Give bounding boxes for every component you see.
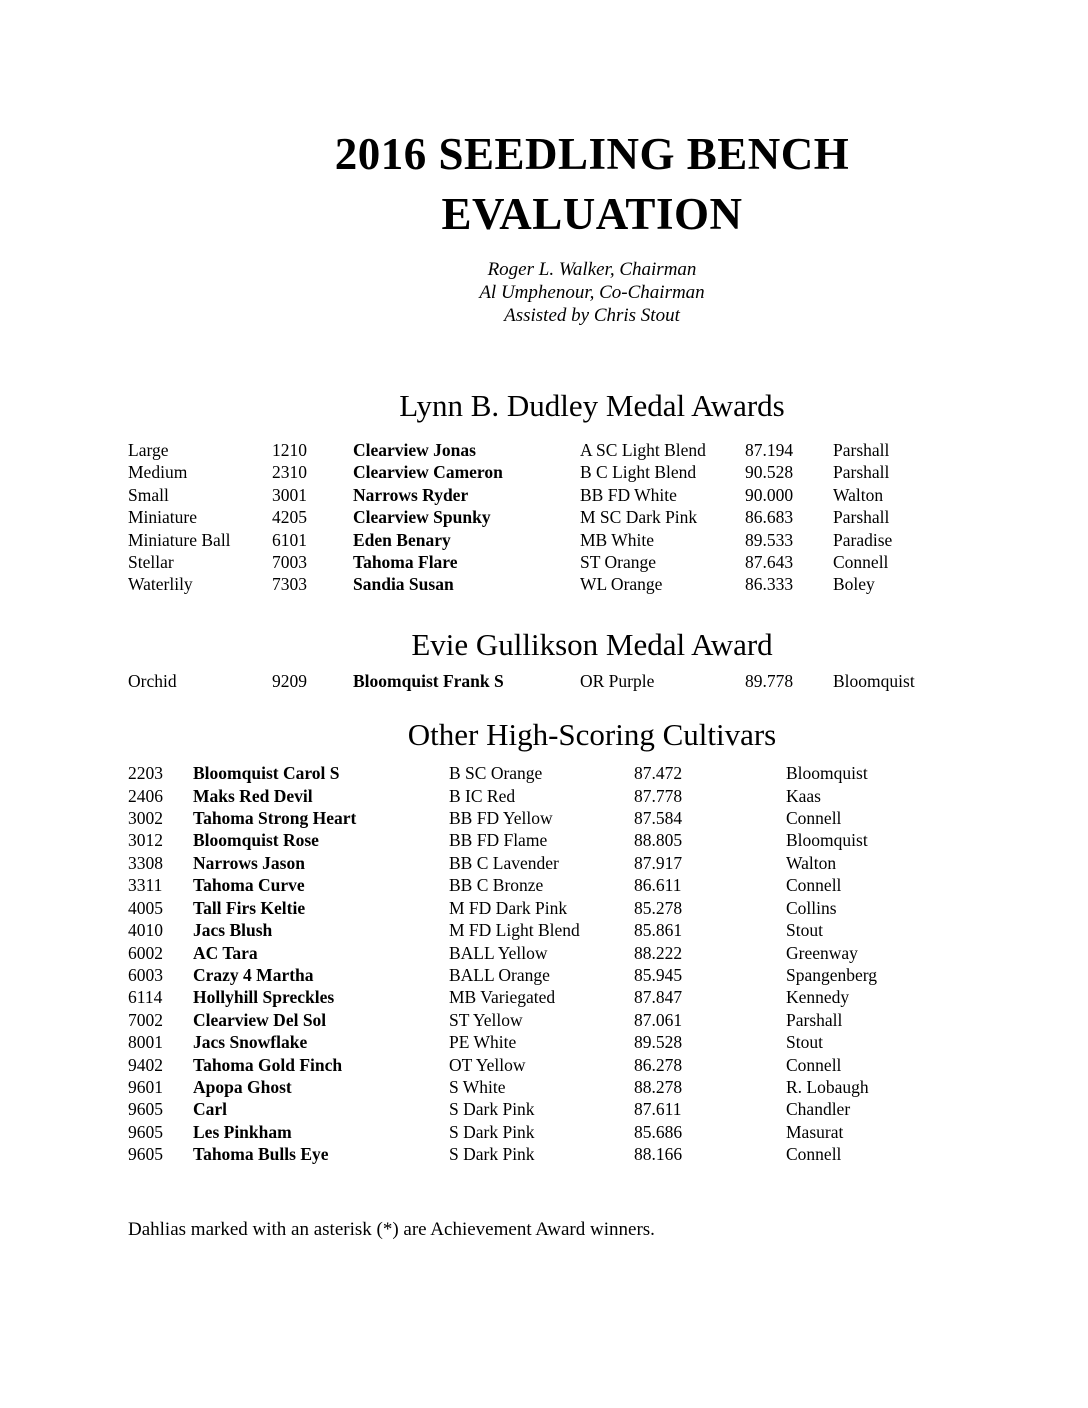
table-cell: ST Orange: [580, 552, 656, 573]
table-cell: BB C Bronze: [449, 875, 544, 896]
table-cell: Collins: [786, 897, 837, 918]
table-cell: 89.533: [745, 529, 794, 550]
table-cell: 3012: [128, 830, 163, 851]
table-cell: Clearview Cameron: [353, 462, 503, 483]
table-cell: 85.945: [634, 964, 683, 985]
credit-line-chairman: Roger L. Walker, Chairman: [487, 259, 697, 280]
table-row: [128, 1076, 1056, 1098]
table-cell: ST Yellow: [449, 1009, 523, 1030]
table-cell: Carl: [193, 1099, 228, 1120]
table-cell: 86.333: [745, 574, 794, 595]
table-row: [128, 551, 1056, 573]
table-cell: 4010: [128, 920, 163, 941]
asterisk-note: Dahlias marked with an asterisk (*) are Achievement Award winners.: [128, 1218, 655, 1240]
table-row: [128, 461, 1056, 483]
table-cell: BALL Yellow: [449, 942, 548, 963]
table-cell: Masurat: [786, 1121, 844, 1142]
table-cell: Narrows Jason: [193, 852, 305, 873]
table-row: [128, 1031, 1056, 1053]
table-cell: 88.166: [634, 1144, 683, 1165]
table-cell: Crazy 4 Martha: [193, 964, 314, 985]
credit-line-assistant: Assisted by Chris Stout: [504, 305, 680, 326]
table-cell: 88.222: [634, 942, 683, 963]
table-cell: BB C Lavender: [449, 852, 559, 873]
table-cell: 87.061: [634, 1009, 683, 1030]
table-cell: M FD Light Blend: [449, 920, 580, 941]
table-row: [128, 1143, 1056, 1165]
table-cell: Walton: [833, 484, 884, 505]
section-heading-other-cultivars: Other High-Scoring Cultivars: [407, 717, 777, 753]
table-cell: Narrows Ryder: [353, 484, 469, 505]
table-cell: 87.472: [634, 763, 683, 784]
table-cell: 87.847: [634, 987, 683, 1008]
table-cell: S Dark Pink: [449, 1144, 535, 1165]
table-cell: S White: [449, 1076, 506, 1097]
table-cell: Kennedy: [786, 987, 850, 1008]
table-cell: Connell: [786, 1054, 842, 1075]
table-cell: Clearview Del Sol: [193, 1009, 327, 1030]
table-cell: Parshall: [786, 1009, 843, 1030]
table-cell: 85.861: [634, 920, 683, 941]
table-cell: 9605: [128, 1099, 163, 1120]
table-cell: 2203: [128, 763, 163, 784]
table-cell: 7003: [272, 552, 307, 573]
table-cell: 3308: [128, 852, 163, 873]
table-cell: WL Orange: [580, 574, 663, 595]
table-cell: Chandler: [786, 1099, 851, 1120]
table-cell: Spangenberg: [786, 964, 878, 985]
table-cell: 87.584: [634, 808, 683, 829]
table-cell: 87.778: [634, 785, 683, 806]
table-row: [128, 762, 1056, 784]
chairman-credits: [128, 258, 1056, 327]
table-row: [128, 484, 1056, 506]
table-cell: Stout: [786, 920, 823, 941]
table-cell: Parshall: [833, 462, 890, 483]
table-cell: 7303: [272, 574, 307, 595]
table-row: [128, 874, 1056, 896]
table-row: [128, 1121, 1056, 1143]
table-row: [128, 1009, 1056, 1031]
table-cell: 9209: [272, 670, 307, 691]
table-cell: Les Pinkham: [193, 1121, 292, 1142]
table-row: [128, 919, 1056, 941]
table-row: [128, 807, 1056, 829]
table-cell: 6114: [128, 987, 163, 1008]
table-cell: Parshall: [833, 507, 890, 528]
table-cell: Large: [128, 440, 169, 460]
table-cell: Jacs Blush: [193, 920, 273, 941]
table-cell: M FD Dark Pink: [449, 897, 568, 918]
table-cell: Medium: [128, 462, 188, 483]
table-cell: A SC Light Blend: [580, 440, 706, 460]
table-cell: 3002: [128, 808, 163, 829]
table-cell: MB White: [580, 529, 655, 550]
table-cell: 6003: [128, 964, 163, 985]
table-cell: 89.528: [634, 1032, 683, 1053]
gullikson-award-table: [128, 670, 1056, 692]
table-cell: BB FD Yellow: [449, 808, 553, 829]
table-row: [128, 829, 1056, 851]
table-cell: B IC Red: [449, 785, 516, 806]
table-cell: B C Light Blend: [580, 462, 697, 483]
table-cell: Tahoma Curve: [193, 875, 305, 896]
table-cell: 86.683: [745, 507, 794, 528]
table-cell: Small: [128, 484, 169, 505]
table-cell: 85.686: [634, 1121, 683, 1142]
table-row: [128, 506, 1056, 528]
table-cell: 9605: [128, 1121, 163, 1142]
table-cell: 2310: [272, 462, 307, 483]
table-cell: R. Lobaugh: [786, 1076, 869, 1097]
table-row: [128, 852, 1056, 874]
table-cell: 4005: [128, 897, 163, 918]
table-cell: 3311: [128, 875, 163, 896]
table-row: [128, 670, 1056, 692]
table-cell: Paradise: [833, 529, 893, 550]
table-cell: 88.805: [634, 830, 683, 851]
table-cell: Parshall: [833, 440, 890, 460]
table-cell: M SC Dark Pink: [580, 507, 698, 528]
table-cell: 8001: [128, 1032, 163, 1053]
table-cell: 4205: [272, 507, 307, 528]
table-cell: 6002: [128, 942, 163, 963]
table-cell: Miniature: [128, 507, 198, 528]
credit-line-co-chairman: Al Umphenour, Co-Chairman: [479, 282, 705, 303]
table-cell: 86.278: [634, 1054, 683, 1075]
table-cell: Connell: [833, 552, 889, 573]
table-cell: 87.917: [634, 852, 683, 873]
table-cell: 7002: [128, 1009, 163, 1030]
table-cell: Tahoma Strong Heart: [193, 808, 357, 829]
section-heading-dudley-awards: Lynn B. Dudley Medal Awards: [399, 388, 785, 423]
page-title: 2016 SEEDLING BENCH EVALUATION: [334, 129, 850, 239]
table-cell: OT Yellow: [449, 1054, 526, 1075]
table-row: [128, 529, 1056, 551]
table-cell: 90.000: [745, 484, 794, 505]
table-cell: 2406: [128, 785, 163, 806]
table-cell: Bloomquist: [786, 830, 868, 851]
table-cell: 3001: [272, 484, 307, 505]
table-cell: 87.611: [634, 1099, 682, 1120]
table-cell: Bloomquist Carol S: [193, 763, 340, 784]
table-row: [128, 1054, 1056, 1076]
table-cell: Bloomquist Frank S: [353, 670, 504, 691]
document-content: [128, 0, 1056, 1242]
dudley-awards-table: [128, 439, 1056, 596]
table-cell: 1210: [272, 440, 307, 460]
table-cell: Kaas: [786, 785, 821, 806]
table-row: [128, 986, 1056, 1008]
other-cultivars-table: [128, 762, 1056, 1165]
table-cell: Clearview Spunky: [353, 507, 491, 528]
table-cell: Tahoma Gold Finch: [193, 1054, 343, 1075]
table-cell: Greenway: [786, 942, 858, 963]
table-cell: Apopa Ghost: [193, 1076, 292, 1097]
table-row: [128, 785, 1056, 807]
table-row: [128, 942, 1056, 964]
table-cell: 9402: [128, 1054, 163, 1075]
table-cell: 86.611: [634, 875, 682, 896]
table-cell: AC Tara: [193, 942, 258, 963]
table-cell: 87.643: [745, 552, 794, 573]
table-cell: Stellar: [128, 552, 174, 573]
table-cell: Connell: [786, 1144, 842, 1165]
table-cell: Eden Benary: [353, 529, 451, 550]
table-cell: Tall Firs Keltie: [193, 897, 306, 918]
table-cell: Connell: [786, 808, 842, 829]
table-cell: 87.194: [745, 440, 794, 460]
table-cell: PE White: [449, 1032, 517, 1053]
table-cell: Stout: [786, 1032, 823, 1053]
table-cell: MB Variegated: [449, 987, 556, 1008]
table-cell: Bloomquist Rose: [193, 830, 319, 851]
table-cell: Miniature Ball: [128, 529, 231, 550]
table-cell: Jacs Snowflake: [193, 1032, 308, 1053]
table-cell: Walton: [786, 852, 837, 873]
table-cell: Bloomquist: [833, 670, 915, 691]
table-cell: BB FD White: [580, 484, 677, 505]
table-cell: Orchid: [128, 670, 177, 691]
table-cell: 88.278: [634, 1076, 683, 1097]
table-cell: Bloomquist: [786, 763, 868, 784]
table-cell: 89.778: [745, 670, 794, 691]
table-row: [128, 1098, 1056, 1120]
table-cell: BB FD Flame: [449, 830, 548, 851]
table-cell: 9605: [128, 1144, 163, 1165]
table-cell: Sandia Susan: [353, 574, 454, 595]
table-cell: BALL Orange: [449, 964, 550, 985]
table-cell: Maks Red Devil: [193, 785, 313, 806]
table-cell: Hollyhill Spreckles: [193, 987, 335, 1008]
table-cell: S Dark Pink: [449, 1099, 535, 1120]
table-row: [128, 573, 1056, 595]
table-cell: 85.278: [634, 897, 683, 918]
table-row: [128, 964, 1056, 986]
table-cell: Waterlily: [128, 574, 193, 595]
table-cell: Connell: [786, 875, 842, 896]
table-cell: Clearview Jonas: [353, 440, 476, 460]
table-cell: Boley: [833, 574, 875, 595]
table-cell: Tahoma Flare: [353, 552, 458, 573]
table-cell: 9601: [128, 1076, 163, 1097]
table-cell: B SC Orange: [449, 763, 543, 784]
table-cell: Tahoma Bulls Eye: [193, 1144, 329, 1165]
table-cell: 90.528: [745, 462, 794, 483]
section-heading-gullikson-award: Evie Gullikson Medal Award: [411, 626, 773, 662]
table-row: [128, 439, 1056, 461]
table-row: [128, 897, 1056, 919]
table-cell: OR Purple: [580, 670, 655, 691]
table-cell: 6101: [272, 529, 307, 550]
table-cell: S Dark Pink: [449, 1121, 535, 1142]
